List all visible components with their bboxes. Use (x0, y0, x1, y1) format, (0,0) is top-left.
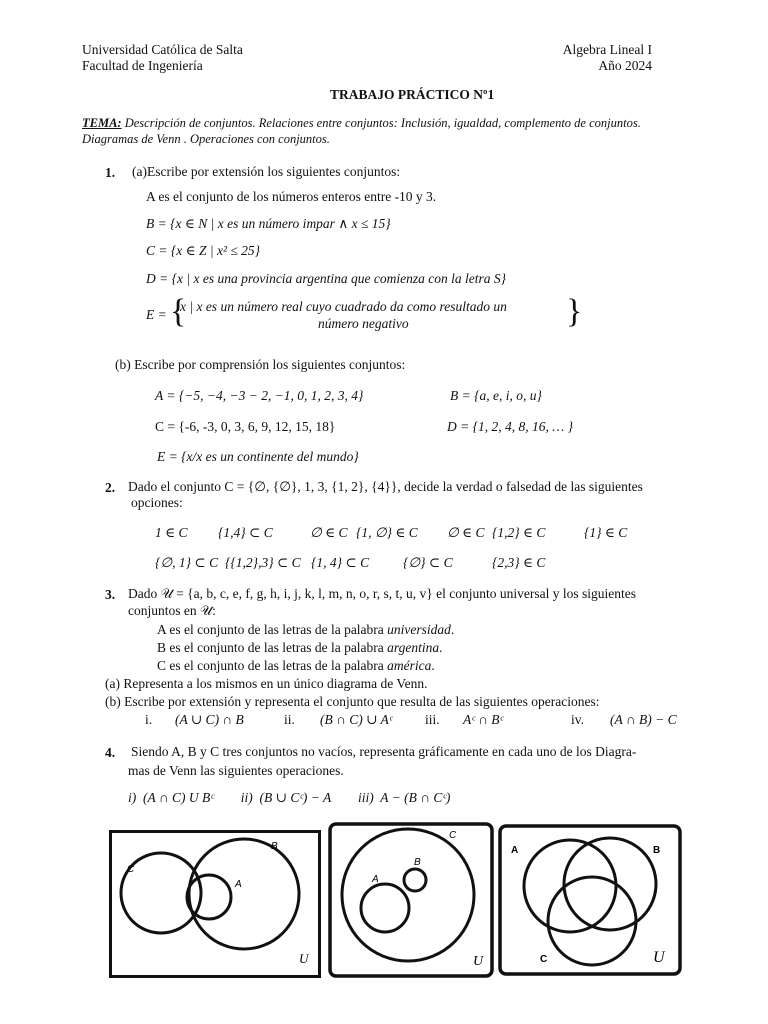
label-c: C (449, 830, 457, 841)
ex3-b: (b) Escribe por extensión y representa el conjunto que resulta de las siguientes operaciones: (105, 694, 600, 709)
e-open-brace: { (170, 293, 187, 330)
set-c-circle (342, 829, 474, 961)
ex3-set-a-suffix: . (450, 622, 455, 637)
label-c: C (127, 864, 135, 875)
ex1-set-a: A es el conjunto de los números enteros entre -10 y 3. (146, 189, 437, 204)
ex3-set-b-word: argentina (387, 640, 440, 655)
label-a: A (511, 845, 519, 856)
ex3-set-a-word: universidad (387, 622, 451, 637)
ex4-ops: i) (A ∩ C) U Bᶜ ii) (B ∪ Cᶜ) − A iii) A − (B ∩ Cᶜ) (128, 790, 451, 805)
ex3-set-b-suffix: . (439, 640, 443, 655)
faculty-name: Facultad de Ingeniería (82, 58, 203, 73)
ex2-line1: Dado el conjunto C = {∅, {∅}, 1, 3, {1, 2}, {4}}, decide la verdad o falsedad de las siguientes (128, 479, 643, 494)
set-b-circle (189, 839, 299, 949)
ex4-line2: mas de Venn las siguientes operaciones. (128, 763, 344, 778)
ex2-opt: {1, ∅} ∈ C (356, 525, 418, 540)
venn-diagram-2 (328, 822, 494, 978)
ex1-b-set-e: E = {x/x es un continente del mundo} (157, 449, 359, 464)
ex3-set-b (157, 640, 443, 656)
ex1-b-intro: (b) Escribe por comprensión los siguientes conjuntos: (115, 357, 406, 372)
ex3-set-b-text: B es el conjunto de las letras de la palabra (157, 640, 388, 655)
ex3-op-expr: (A ∪ C) ∩ B (175, 712, 244, 727)
ex3-op-expr: (A ∩ B) − C (610, 712, 677, 727)
ex2-opt: {1,4} ⊂ C (218, 525, 273, 540)
ex2-opt: ∅ ∈ C (310, 525, 348, 540)
ex1-set-e-prefix: E = (146, 307, 167, 322)
label-a: A (235, 879, 242, 890)
ex4-number: 4. (105, 745, 116, 760)
ex2-opt: 1 ∈ C (155, 525, 188, 540)
ex2-opt: {∅} ⊂ C (403, 555, 453, 570)
label-a: A (372, 874, 379, 885)
label-c: C (540, 954, 548, 965)
set-a-circle (361, 884, 409, 932)
ex2-opt: {∅, 1} ⊂ C (155, 555, 219, 570)
year: Año 2024 (598, 58, 652, 73)
set-b-circle (404, 869, 426, 891)
tema-line2: Diagramas de Venn . Operaciones con conjuntos. (82, 132, 330, 146)
ex3-line2: conjuntos en 𝒰: (128, 603, 216, 618)
ex1-set-c: C = {x ∈ Z | x² ≤ 25} (146, 243, 261, 258)
ex2-opt: {1,2} ∈ C (492, 525, 546, 540)
ex3-number: 3. (105, 587, 116, 602)
university-name: Universidad Católica de Salta (82, 42, 243, 57)
ex2-opt: {1} ∈ C (584, 525, 628, 540)
ex3-set-c-text: C es el conjunto de las letras de la palabra (157, 658, 388, 673)
ex1-set-e-line2: número negativo (318, 316, 409, 331)
ex1-set-e-line1: x | x es un número real cuyo cuadrado da como resultado un (180, 299, 507, 314)
universe-rect (330, 824, 492, 976)
label-u: U (299, 951, 309, 966)
ex1-b-set-d: D = {1, 2, 4, 8, 16, … } (447, 419, 574, 434)
label-b: B (653, 845, 661, 856)
ex3-op-num: ii. (284, 712, 295, 727)
ex3-set-c (157, 658, 435, 674)
set-b-circle (564, 838, 656, 930)
tema-label: TEMA: (82, 116, 122, 130)
set-c-circle (548, 877, 636, 965)
ex1-set-d: D = {x | x es una provincia argentina que comienza con la letra S} (146, 271, 507, 286)
ex3-set-a (157, 622, 454, 638)
ex2-opt: ∅ ∈ C (447, 525, 485, 540)
venn-diagram-1 (109, 830, 321, 978)
e-close-brace: } (566, 293, 583, 330)
tema-line1 (82, 116, 641, 131)
ex4-line1: Siendo A, B y C tres conjuntos no vacíos, representa gráficamente en cada uno de los Diagra- (131, 744, 637, 759)
ex3-op-num: i. (145, 712, 153, 727)
label-u: U (473, 954, 484, 969)
ex1-set-b: B = {x ∈ N | x es un número impar ∧ x ≤ 15} (146, 216, 391, 231)
ex2-number: 2. (105, 480, 116, 495)
set-a-circle (524, 840, 616, 932)
ex2-opt: {2,3} ∈ C (492, 555, 546, 570)
ex2-opt: {{1,2},3} ⊂ C (225, 555, 301, 570)
ex1-number: 1. (105, 165, 116, 180)
ex3-op-expr: (B ∩ C) ∪ Aᶜ (320, 712, 393, 727)
label-b: B (414, 857, 421, 868)
ex3-op-num: iii. (425, 712, 440, 727)
ex3-op-expr: Aᶜ ∩ Bᶜ (463, 712, 504, 727)
tema-text1: Descripción de conjuntos. Relaciones entre conjuntos: Inclusión, igualdad, complemento de conjuntos. (124, 116, 641, 130)
ex3-op-num: iv. (571, 712, 584, 727)
ex2-opt: {1, 4} ⊂ C (311, 555, 370, 570)
venn-diagram-3 (498, 824, 682, 976)
ex3-line1: Dado 𝒰 = {a, b, c, e, f, g, h, i, j, k, l, m, n, o, r, s, t, u, v} el conjunto universal y los siguientes (128, 586, 636, 601)
ex3-set-c-word: américa (387, 658, 432, 673)
ex2-line2: opciones: (131, 495, 183, 510)
ex3-set-a-text: A es el conjunto de las letras de la palabra (157, 622, 388, 637)
page-title: TRABAJO PRÁCTICO Nº1 (330, 87, 495, 102)
ex3-a: (a) Representa a los mismos en un único diagrama de Venn. (105, 676, 428, 691)
course-name: Algebra Lineal I (562, 42, 652, 57)
ex1-b-set-c: C = {-6, -3, 0, 3, 6, 9, 12, 15, 18} (155, 419, 336, 434)
ex1-b-set-b: B = {a, e, i, o, u} (450, 388, 542, 403)
label-b: B (271, 841, 278, 852)
ex1-a-intro: (a)Escribe por extensión los siguientes conjuntos: (132, 164, 401, 179)
label-u: U (653, 949, 665, 966)
set-a-circle (187, 875, 231, 919)
universe-rect (111, 832, 320, 977)
ex3-set-c-suffix: . (431, 658, 435, 673)
ex1-b-set-a: A = {−5, −4, −3 − 2, −1, 0, 1, 2, 3, 4} (155, 388, 364, 403)
